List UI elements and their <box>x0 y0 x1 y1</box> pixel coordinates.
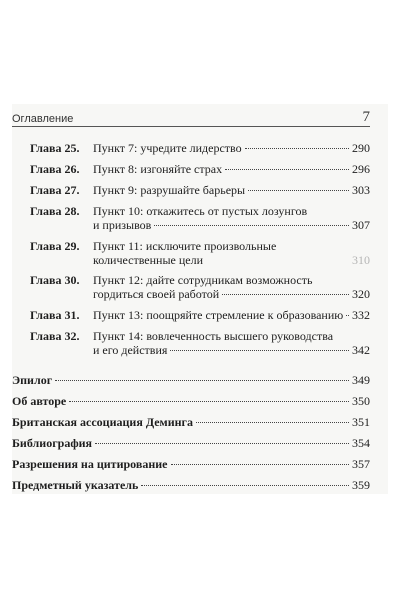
toc-entry-deming-association[interactable] <box>12 415 370 429</box>
leader-dots <box>171 463 350 465</box>
toc-line <box>12 373 370 387</box>
chapter-label: Глава 27. <box>30 183 80 197</box>
chapter-title: Пункт 9: разрушайте барьеры <box>93 183 246 197</box>
book-page <box>12 104 388 494</box>
chapter-label: Глава 30. <box>30 273 80 287</box>
chapter-title: Пункт 10: откажитесь от пустых лозунгов <box>93 204 308 218</box>
page-ref: 342 <box>352 343 370 357</box>
chapter-title: Пункт 14: вовлеченность высшего руководства <box>93 329 334 343</box>
chapter-title: Пункт 12: дайте сотрудникам возможность <box>93 273 313 287</box>
leader-dots <box>222 293 349 295</box>
toc-entry-chapter-27[interactable] <box>12 183 370 197</box>
header-rule <box>12 126 370 127</box>
page-ref: 351 <box>352 415 370 429</box>
toc-line <box>93 183 370 197</box>
toc-entry-chapter-31[interactable] <box>12 308 370 322</box>
page-ref: 290 <box>352 141 370 155</box>
chapter-label: Глава 31. <box>30 308 80 322</box>
running-head-title: Оглавление <box>12 113 74 125</box>
leader-dots <box>225 168 349 170</box>
page-ref: 354 <box>352 436 370 450</box>
toc-line <box>12 415 370 429</box>
toc-line <box>12 394 370 408</box>
leader-dots <box>69 400 349 402</box>
toc-entry-chapter-26[interactable] <box>12 162 370 176</box>
chapter-label: Глава 29. <box>30 239 80 253</box>
chapter-title-cont: и призывов <box>93 218 152 232</box>
leader-dots <box>95 442 349 444</box>
toc-entry-subject-index[interactable] <box>12 478 370 492</box>
section-title: Разрешения на цитирование <box>12 457 168 471</box>
chapter-label: Глава 28. <box>30 204 80 218</box>
toc-entry-permissions[interactable] <box>12 457 370 471</box>
toc-entry-about-author[interactable] <box>12 394 370 408</box>
page-ref: 350 <box>352 394 370 408</box>
page-ref: 320 <box>352 287 370 301</box>
chapter-title: Пункт 11: исключите произвольные <box>93 239 277 253</box>
leader-dots <box>346 314 349 316</box>
section-title: Библиография <box>12 436 93 450</box>
section-title: Об авторе <box>12 394 67 408</box>
section-title: Предметный указатель <box>12 478 139 492</box>
page-ref: 310 <box>352 253 370 267</box>
toc-line <box>93 308 370 322</box>
chapter-title-cont: количественные цели <box>93 253 204 267</box>
page-ref: 307 <box>352 218 370 232</box>
leader-dots <box>55 379 349 381</box>
page-ref: 359 <box>352 478 370 492</box>
leader-dots <box>154 224 349 226</box>
toc-entry-bibliography[interactable] <box>12 436 370 450</box>
page-number: 7 <box>362 109 370 125</box>
toc-entry-chapter-25[interactable] <box>12 141 370 155</box>
toc-line <box>93 287 370 301</box>
leader-dots <box>170 349 349 351</box>
chapter-title-cont: и его действия <box>93 343 168 357</box>
leader-dots <box>245 147 349 149</box>
toc-line <box>93 141 370 155</box>
toc-line <box>93 162 370 176</box>
chapter-label: Глава 32. <box>30 329 80 343</box>
toc-entry-chapter-32[interactable] <box>12 329 370 357</box>
page-ref: 296 <box>352 162 370 176</box>
leader-dots <box>248 189 349 191</box>
toc-line <box>93 253 370 267</box>
page-ref: 303 <box>352 183 370 197</box>
toc-entry-epilogue[interactable] <box>12 373 370 387</box>
section-title: Британская ассоциация Деминга <box>12 415 194 429</box>
page-ref: 332 <box>352 308 370 322</box>
toc-line <box>12 457 370 471</box>
page-ref: 357 <box>352 457 370 471</box>
leader-dots <box>196 421 349 423</box>
toc-entry-chapter-29[interactable] <box>12 239 370 267</box>
chapter-title-cont: гордиться своей работой <box>93 287 220 301</box>
page-ref: 349 <box>352 373 370 387</box>
chapter-label: Глава 25. <box>30 141 80 155</box>
toc-line <box>12 436 370 450</box>
chapter-label: Глава 26. <box>30 162 80 176</box>
toc-entry-chapter-28[interactable] <box>12 204 370 232</box>
section-title: Эпилог <box>12 373 53 387</box>
toc-line <box>93 343 370 357</box>
chapter-title: Пункт 13: поощряйте стремление к образованию <box>93 308 344 322</box>
chapter-title: Пункт 7: учредите лидерство <box>93 141 242 155</box>
leader-dots <box>141 484 349 486</box>
toc-line <box>12 478 370 492</box>
chapter-title: Пункт 8: изгоняйте страх <box>93 162 223 176</box>
toc-line <box>93 218 370 232</box>
toc-entry-chapter-30[interactable] <box>12 273 370 301</box>
